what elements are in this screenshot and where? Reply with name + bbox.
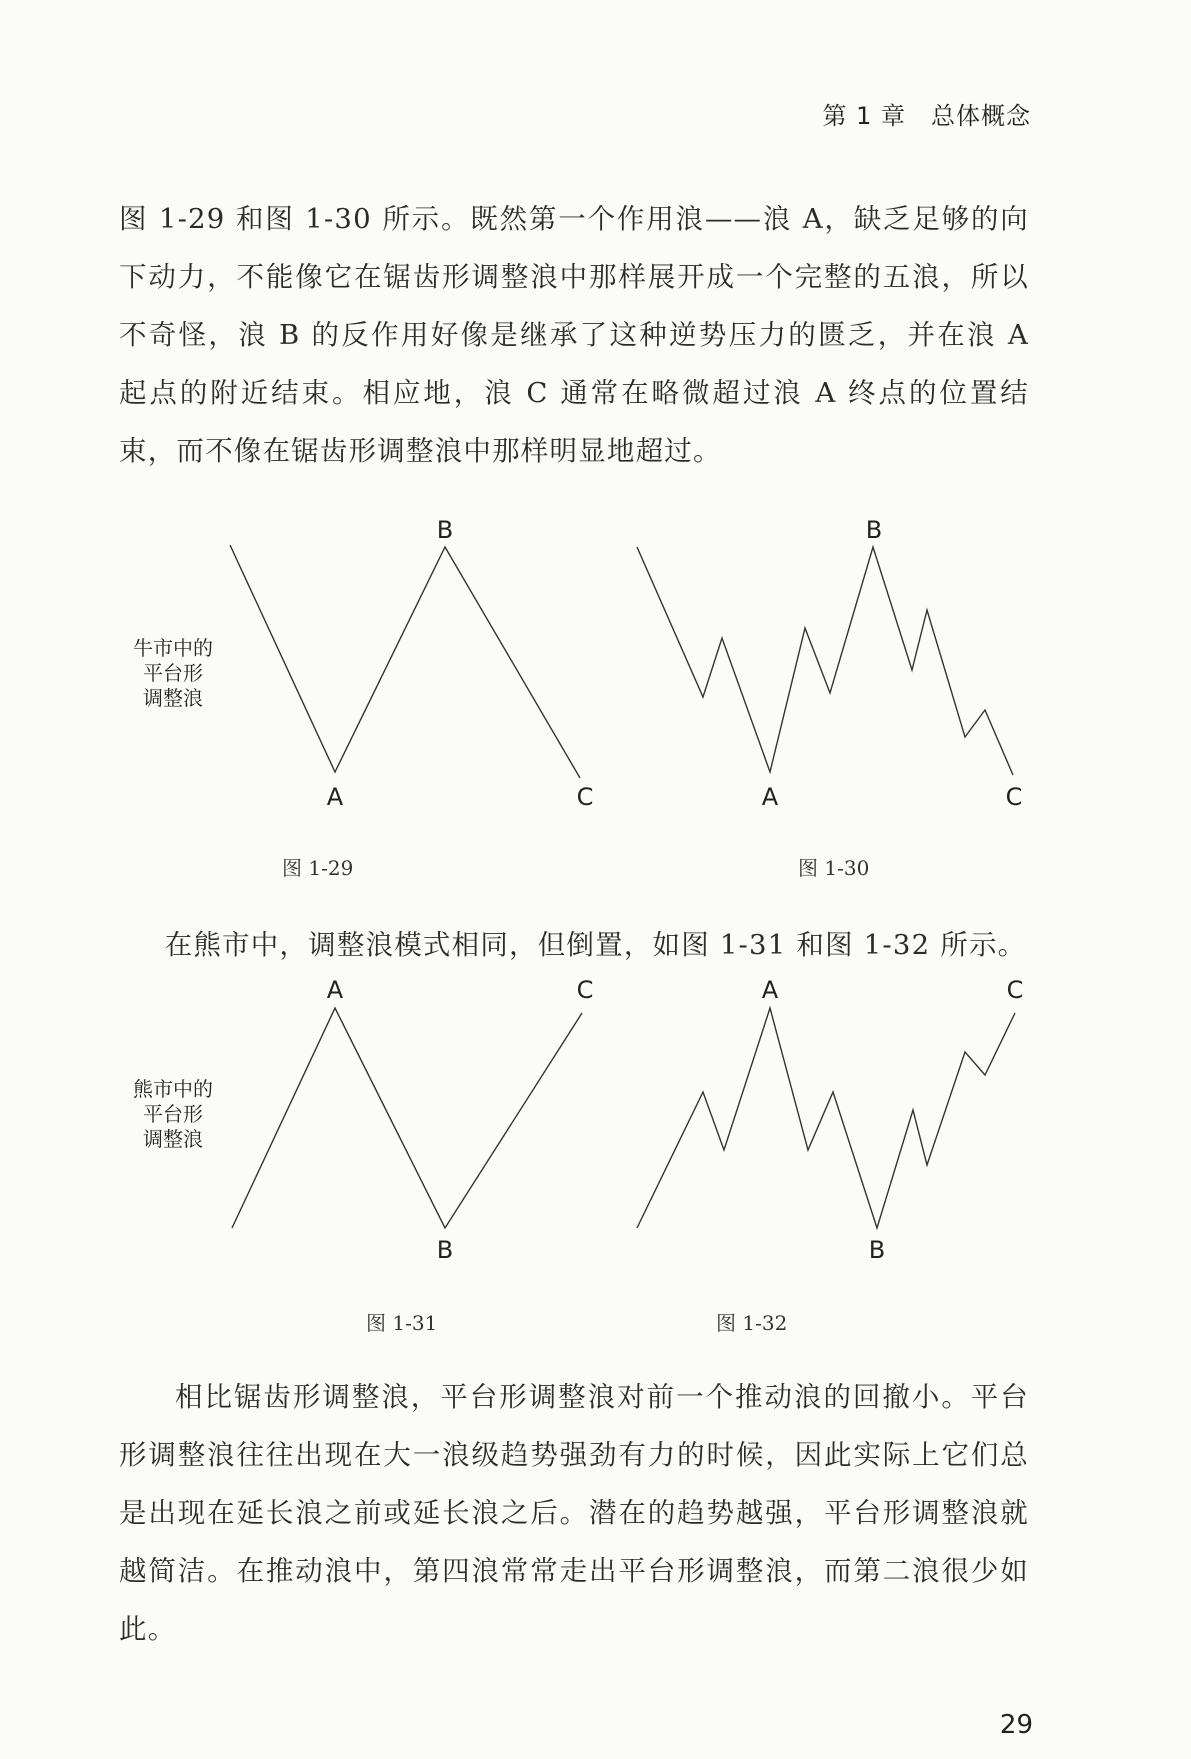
caption-figure-1-29: 图 1-29 — [282, 856, 354, 880]
point-label-b: B — [868, 1236, 886, 1264]
bull-label-line-2: 平台形 — [143, 661, 203, 685]
bear-label-line-3: 调整浪 — [143, 1127, 203, 1151]
paragraph-2: 在熊市中，调整浪模式相同，但倒置，如图 1-31 和图 1-32 所示。 — [164, 929, 1027, 961]
page-number: 29 — [999, 1710, 1033, 1740]
wave-line-1-29 — [230, 545, 580, 778]
chapter-header: 第 1 章 总体概念 — [822, 102, 1031, 130]
caption-figure-1-30: 图 1-30 — [798, 856, 870, 880]
bear-label-line-1: 熊市中的 — [133, 1077, 213, 1101]
bull-label-line-3: 调整浪 — [143, 686, 203, 710]
figure-1-30-diagram — [637, 516, 1022, 811]
bull-label-line-1: 牛市中的 — [133, 636, 213, 660]
paragraph-1: 图 1-29 和图 1-30 所示。既然第一个作用浪——浪 A，缺乏足够的向下动力，不能像它在锯齿形调整浪中那样展开成一个完整的五浪，所以不奇怪，浪 B 的反作用好像是继承了这种逆势压力的匮乏，并在浪 A 起点的附近结束。相应地，浪 C 通常在略微超过浪 A 终点的位置结束，而不像在锯齿形调整浪中那样明显地超过。 — [119, 203, 1029, 467]
point-label-a: A — [761, 976, 779, 1004]
figure-1-29-diagram — [133, 516, 593, 811]
paragraph-3: 相比锯齿形调整浪，平台形调整浪对前一个推动浪的回撤小。平台形调整浪往往出现在大一浪级趋势强劲有力的时候，因此实际上它们总是出现在延长浪之前或延长浪之后。潜在的趋势越强，平台形调整浪就越简洁。在推动浪中，第四浪常常走出平台形调整浪，而第二浪很少如此。 — [119, 1381, 1029, 1645]
point-label-c: C — [576, 976, 594, 1004]
caption-figure-1-32: 图 1-32 — [716, 1311, 788, 1335]
point-label-a: A — [326, 783, 344, 811]
point-label-c: C — [1006, 976, 1024, 1004]
point-label-b: B — [865, 516, 883, 544]
point-label-b: B — [436, 516, 454, 544]
point-label-c: C — [576, 783, 594, 811]
figure-1-32-diagram — [637, 976, 1023, 1264]
point-label-a: A — [326, 976, 344, 1004]
wave-line-1-32 — [637, 1008, 1015, 1228]
wave-line-1-31 — [232, 1008, 582, 1228]
point-label-b: B — [436, 1236, 454, 1264]
caption-figure-1-31: 图 1-31 — [366, 1311, 438, 1335]
wave-line-1-30 — [637, 547, 1013, 775]
point-label-c: C — [1005, 783, 1023, 811]
figure-1-31-diagram — [133, 976, 593, 1264]
point-label-a: A — [761, 783, 779, 811]
bear-label-line-2: 平台形 — [143, 1102, 203, 1126]
